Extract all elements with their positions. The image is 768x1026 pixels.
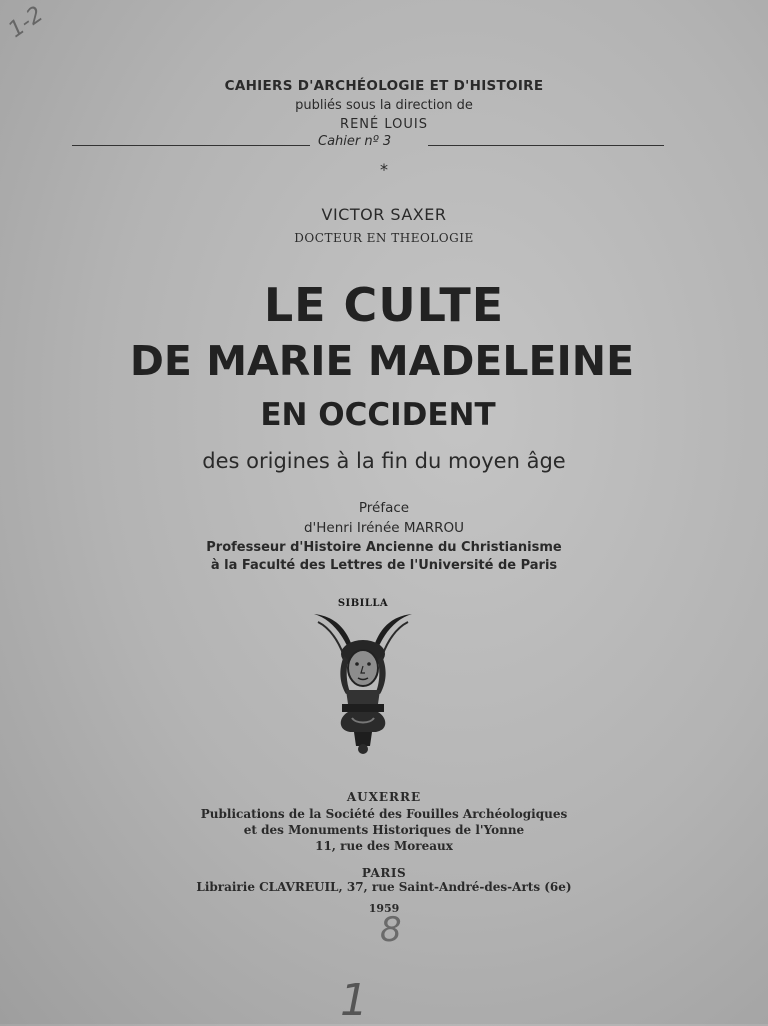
cahier-number: Cahier nº 3 [318,134,392,149]
publisher-city-2: PARIS [361,866,407,880]
series-title: CAHIERS D'ARCHÉOLOGIE ET D'HISTOIRE [224,78,544,94]
author-degree: DOCTEUR EN THEOLOGIE [294,231,474,245]
handwritten-number: 1 [340,975,368,1026]
author-name: VICTOR SAXER [321,205,447,224]
right-rule [428,145,664,146]
preface-label: Préface [358,500,410,516]
handwritten-corner-note: 1-2 [4,1,48,44]
handwritten-mark: 8 [380,910,402,950]
publisher-line-2: et des Monuments Historiques de l'Yonne [243,823,525,837]
bookseller-line: Librairie CLAVREUIL, 37, rue Saint-André-des-Arts (6e) [196,880,572,894]
publisher-address: 11, rue des Moreaux [315,839,453,853]
left-rule [72,145,310,146]
series-director: RENÉ LOUIS [340,117,428,132]
preface-author: d'Henri Irénée MARROU [303,520,465,536]
preface-role-2: à la Faculté des Lettres de l'Université de Paris [210,558,558,573]
publisher-line-1: Publications de la Société des Fouilles Archéologiques [200,807,568,821]
preface-role-1: Professeur d'Histoire Ancienne du Christianisme [206,540,562,555]
cahier-number-row [72,134,664,154]
series-direction: publiés sous la direction de [295,98,473,113]
publisher-city-1: AUXERRE [346,790,422,804]
sibyl-emblem-icon [308,598,418,758]
emblem-label: SIBILLA [337,598,389,609]
subtitle: des origines à la fin du moyen âge [202,449,566,473]
title-line-1: LE CULTE [263,278,505,332]
star-ornament: * [380,160,388,179]
title-line-2: DE MARIE MADELEINE [129,337,635,385]
title-line-3: EN OCCIDENT [260,397,496,433]
publication-year: 1959 [368,902,400,915]
